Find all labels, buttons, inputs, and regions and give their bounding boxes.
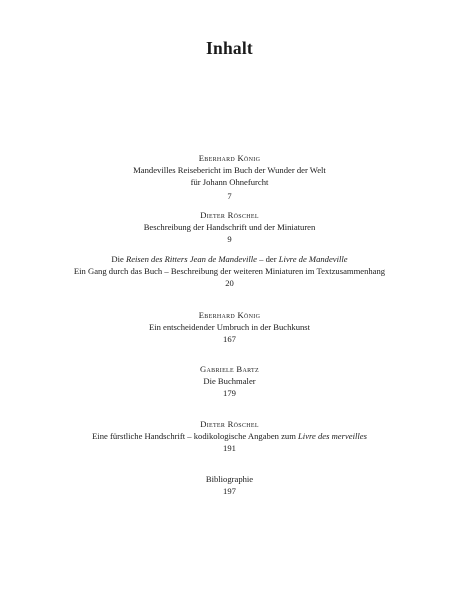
entry-title-line: Bibliographie — [205, 474, 254, 484]
entry-title-line: Die Reisen des Ritters Jean de Mandeville – der Livre de Mandeville — [111, 254, 348, 264]
entry-page-number: 9 — [227, 233, 232, 244]
toc-entry-bartz — [0, 364, 459, 399]
toc-entry-bibliographie — [0, 474, 459, 498]
entry-page-number: 7 — [227, 191, 232, 202]
toc-entry-koenig-2 — [0, 310, 459, 345]
entry-title-line: Ein entscheidender Umbruch in der Buchkunst — [148, 321, 311, 332]
entry-page-number: 20 — [225, 277, 234, 288]
entry-title-line: Mandevilles Reisebericht im Buch der Wunder der Welt — [133, 164, 326, 175]
toc-entry-roeschel-2 — [0, 419, 459, 454]
entry-page-number: 167 — [223, 333, 236, 344]
toc-entry-roeschel-1 — [0, 210, 459, 245]
entry-page-number: 179 — [223, 387, 236, 398]
entry-page-number: 197 — [223, 485, 236, 496]
entry-page-number: 191 — [223, 442, 236, 453]
toc-entry-gang-durch-das-buch — [0, 254, 459, 289]
toc-entry-koenig-1 — [0, 153, 459, 203]
entry-author: Gabriele Bartz — [200, 364, 259, 374]
entry-title-line: Ein Gang durch das Buch – Beschreibung der weiteren Miniaturen im Textzusammenhang — [73, 265, 386, 276]
entry-author: Dieter Röschel — [200, 210, 259, 220]
entry-title-line: Beschreibung der Handschrift und der Miniaturen — [143, 221, 316, 232]
entry-author: Eberhard König — [198, 310, 261, 320]
entry-title-line: Eine fürstliche Handschrift – kodikologische Angaben zum Livre des merveilles — [92, 430, 367, 441]
entry-title-line: für Johann Ohnefurcht — [190, 176, 269, 187]
entry-title-line: Die Buchmaler — [203, 375, 256, 386]
page-title: Inhalt — [206, 38, 253, 58]
entry-author: Eberhard König — [198, 153, 261, 163]
entry-author: Dieter Röschel — [200, 419, 259, 429]
